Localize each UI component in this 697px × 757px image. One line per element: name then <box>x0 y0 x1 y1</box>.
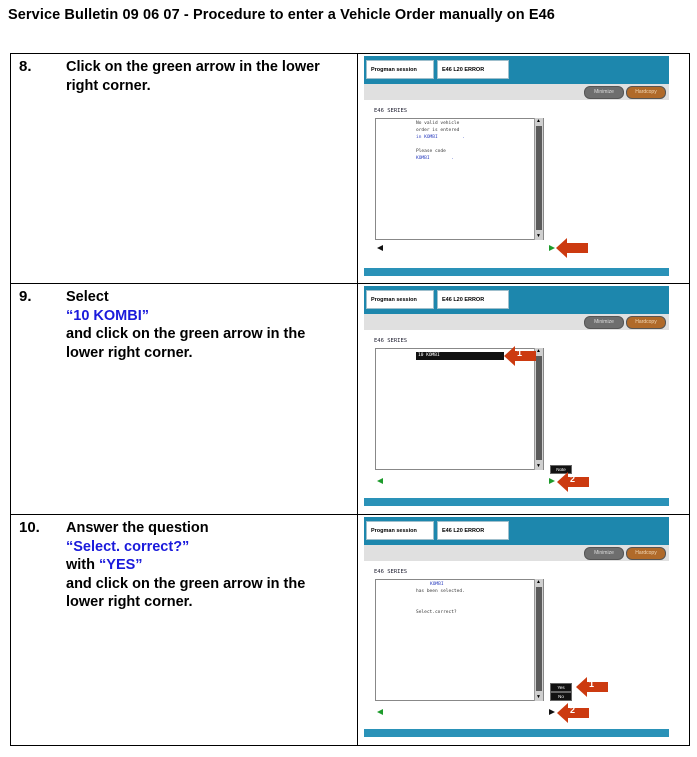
message-line: order is entered <box>416 128 460 133</box>
step-instruction <box>66 58 351 95</box>
message-line: No valid vehicle <box>416 121 460 126</box>
screen-footer-bar <box>364 729 669 737</box>
red-pointer-arrow-icon <box>556 238 588 263</box>
forward-arrow-icon[interactable] <box>549 478 555 484</box>
red-pointer-arrow-icon <box>557 472 589 497</box>
instruction-line: and click on the green arrow in the <box>66 326 306 342</box>
yes-button[interactable]: Yes <box>550 683 572 692</box>
highlighted-item: “10 KOMBI” <box>66 307 149 324</box>
no-button[interactable]: No <box>550 692 572 701</box>
steps-table <box>10 53 690 746</box>
step-screenshot-cell <box>358 54 690 284</box>
instruction-line: lower right corner. <box>66 594 193 610</box>
step-number: 9. <box>19 288 32 305</box>
session-label: Progman session <box>366 290 434 309</box>
scroll-up-icon[interactable]: ▲ <box>536 579 541 585</box>
callout-number: 1 <box>589 679 595 689</box>
instruction-line: right corner. <box>66 77 151 94</box>
back-arrow-icon[interactable] <box>377 709 383 715</box>
minimize-button[interactable]: Minimize <box>584 86 624 99</box>
screenshot-step-10 <box>364 517 669 737</box>
instruction-line: and click on the green arrow in the <box>66 575 306 592</box>
highlighted-question: “Select. correct?” <box>66 538 190 555</box>
red-pointer-arrow-icon <box>576 677 608 702</box>
hardcopy-button[interactable]: Hardcopy <box>626 316 666 329</box>
screen-footer-bar <box>364 268 669 276</box>
session-label: Progman session <box>366 60 434 79</box>
red-pointer-arrow-icon <box>557 703 589 728</box>
scroll-thumb[interactable] <box>536 126 542 230</box>
message-line: has been selected. <box>416 589 465 594</box>
series-label: E46 SERIES <box>374 108 408 114</box>
step-screenshot-cell <box>358 284 690 515</box>
step-screenshot-cell <box>358 515 690 746</box>
message-text <box>416 120 465 141</box>
screen-footer-bar <box>364 498 669 506</box>
instruction-line: Select <box>66 289 109 305</box>
scrollbar[interactable] <box>534 118 543 240</box>
note-button[interactable]: Note <box>550 465 572 474</box>
step-text-cell <box>11 515 358 746</box>
step-row <box>11 284 690 515</box>
callout-number: 2 <box>570 705 576 715</box>
prompt-line: Please code <box>416 149 446 154</box>
step-number: 8. <box>19 58 32 75</box>
scroll-down-icon[interactable]: ▼ <box>536 463 541 469</box>
with-word: with <box>66 557 95 573</box>
scroll-thumb[interactable] <box>536 356 542 460</box>
step-text-cell <box>11 54 358 284</box>
error-label: E46 L20 ERROR <box>437 290 509 309</box>
screenshot-step-9 <box>364 286 669 506</box>
scroll-thumb[interactable] <box>536 587 542 691</box>
scroll-up-icon[interactable]: ▲ <box>536 348 541 354</box>
back-arrow-icon[interactable] <box>377 478 383 484</box>
instruction-line <box>66 556 351 575</box>
hardcopy-button[interactable]: Hardcopy <box>626 86 666 99</box>
step-row <box>11 54 690 284</box>
instruction-line: lower right corner. <box>66 344 193 361</box>
document-title: Service Bulletin 09 06 07 - Procedure to enter a Vehicle Order manually on E46 <box>8 7 555 23</box>
message-line: KOMBI <box>430 582 444 587</box>
scroll-down-icon[interactable]: ▼ <box>536 694 541 700</box>
message-line: in KOMBI . <box>416 135 465 140</box>
callout-number: 1 <box>517 348 523 358</box>
minimize-button[interactable]: Minimize <box>584 316 624 329</box>
scrollbar[interactable] <box>534 579 543 701</box>
step-text-cell <box>11 284 358 515</box>
message-text <box>416 581 465 595</box>
minimize-button[interactable]: Minimize <box>584 547 624 560</box>
step-instruction <box>66 288 351 362</box>
highlighted-answer: “YES” <box>99 557 143 573</box>
error-label: E46 L20 ERROR <box>437 521 509 540</box>
callout-number: 2 <box>570 474 576 484</box>
series-label: E46 SERIES <box>374 338 408 344</box>
instruction-line: Click on the green arrow in the lower <box>66 59 320 75</box>
step-row <box>11 515 690 746</box>
scroll-up-icon[interactable]: ▲ <box>536 118 541 124</box>
prompt-line: KOMBI . <box>416 156 454 161</box>
forward-arrow-icon[interactable] <box>549 245 555 251</box>
session-label: Progman session <box>366 521 434 540</box>
message-panel <box>375 579 544 701</box>
hardcopy-button[interactable]: Hardcopy <box>626 547 666 560</box>
forward-arrow-icon[interactable] <box>549 709 555 715</box>
question-text: Select.correct? <box>416 610 457 615</box>
step-instruction <box>66 519 351 612</box>
back-arrow-icon[interactable] <box>377 245 383 251</box>
error-label: E46 L20 ERROR <box>437 60 509 79</box>
screenshot-step-8 <box>364 56 669 276</box>
scroll-down-icon[interactable]: ▼ <box>536 233 541 239</box>
prompt-text <box>416 148 454 162</box>
series-label: E46 SERIES <box>374 569 408 575</box>
instruction-line: Answer the question <box>66 520 209 536</box>
red-pointer-arrow-icon <box>504 346 536 371</box>
selected-list-item[interactable]: 10 KOMBI <box>416 352 504 360</box>
step-number: 10. <box>19 519 40 536</box>
